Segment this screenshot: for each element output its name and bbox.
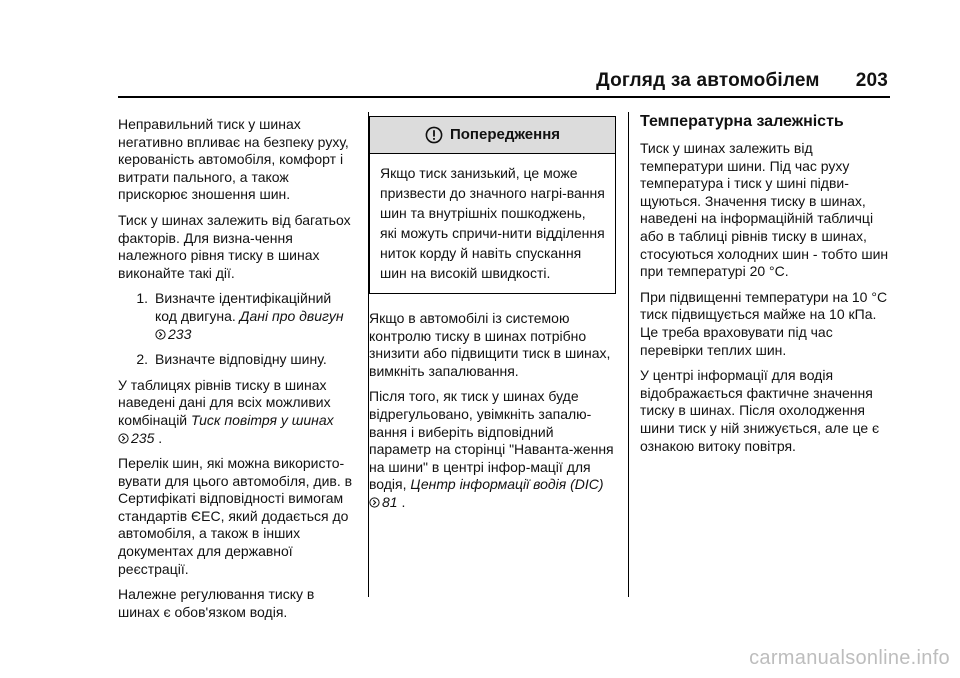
paragraph-driver-duty: Належне регулювання тиску в шинах є обов'язком водія.	[118, 586, 315, 620]
paragraph-tire-list: Перелік шин, які можна використо-вувати для цього автомобіля, див. в Сертифікаті відповідності вимогам стандартів ЄЕС, який додається до автомобіля, а також в інших документах для державної реєстрації.	[118, 455, 353, 577]
column-3	[640, 112, 890, 463]
paragraph-pressure-tables: У таблицях рівнів тиску в шинах наведені дані для всіх можливих комбінацій Тиск повітря у шинах 235 .	[118, 376, 334, 446]
step-text: Визначте ідентифікаційний код двигуна.	[155, 290, 332, 324]
page-number: 203	[855, 70, 888, 91]
paragraph-pressure-factors: Тиск у шинах залежить від багатьох факторів. Для визна-чення належного рівня тиску в шинах виконайте такі дії.	[118, 211, 351, 281]
column-divider-2	[628, 112, 629, 597]
warning-box	[369, 116, 616, 294]
engine-data-link[interactable]: Дані про двигун	[239, 307, 344, 324]
paragraph-dic-pressure: У центрі інформації для водія відображається фактичне значення тиску в шинах. Після охолодження шини тиск у ній знижується, але це є ознакою витоку повітря.	[640, 367, 880, 454]
watermark: carmanualsonline.info	[749, 647, 950, 669]
list-item	[118, 290, 356, 343]
dic-page-link[interactable]: 81	[369, 494, 398, 510]
warning-icon	[425, 126, 443, 144]
page-reference-icon	[155, 329, 166, 340]
page-title: Догляд за автомобілем	[596, 70, 820, 91]
column-1	[118, 116, 356, 629]
dic-link[interactable]: Центр інформації водія (DIC)	[410, 476, 604, 493]
tire-pressure-link[interactable]: Тиск повітря у шинах	[191, 411, 334, 428]
page-header	[596, 70, 888, 92]
paragraph-tpms-adjust: Якщо в автомобілі із системою контролю тиску в шинах потрібно знизити або підвищити тиск в шинах, вимкніть запалювання.	[369, 310, 611, 379]
step-number: 1.	[136, 290, 148, 307]
header-rule	[118, 96, 890, 98]
engine-data-page-link[interactable]: 233	[155, 326, 191, 342]
step-number: 2.	[136, 351, 148, 368]
warning-header	[370, 117, 615, 154]
warning-title: Попередження	[449, 126, 561, 144]
steps-list	[118, 290, 356, 368]
paragraph-temperature-increase: При підвищенні температури на 10 °C тиск підвищується майже на 10 кПа. Це треба враховувати під час перевірки теплих шин.	[640, 288, 888, 358]
paragraph-temperature-dependence: Тиск у шинах залежить від температури шини. Під час руху температура і тиск у шині підви-щуються. Значення тиску в шинах, наведені на інформаційній табличці або в таблиці рівнів тиску в шинах, стосуються холодних шин - тобто шин при температурі 20 °C.	[640, 140, 889, 280]
tire-pressure-page-link[interactable]: 235	[118, 430, 154, 446]
column-2	[369, 116, 616, 520]
warning-text: Якщо тиск занизький, це може призвести до значного нагрі-вання шин та внутрішніх пошкоджень, які можуть спричи-нити відділення ниток корду й навіть спускання шин на високій швидкості.	[380, 165, 605, 281]
step-text: Визначте відповідну шину.	[155, 351, 327, 368]
page-reference-icon	[369, 497, 380, 508]
list-item	[118, 351, 356, 369]
paragraph-after-adjust: Після того, як тиск у шинах буде відрегульовано, увімкніть запалю-вання і виберіть відповідний параметр на сторінці "Наванта-ження на шини" в центрі інфор-мації для водія, Центр інформації водія (DIC) 81 .	[369, 388, 614, 510]
section-heading-temperature: Температурна залежність	[640, 113, 844, 130]
paragraph-tire-pressure-effect: Неправильний тиск у шинах негативно впливає на безпеку руху, керованість автомобіля, комфорт і витрати пального, а також прискорює зношення шин.	[118, 116, 349, 203]
page-reference-icon	[118, 433, 129, 444]
